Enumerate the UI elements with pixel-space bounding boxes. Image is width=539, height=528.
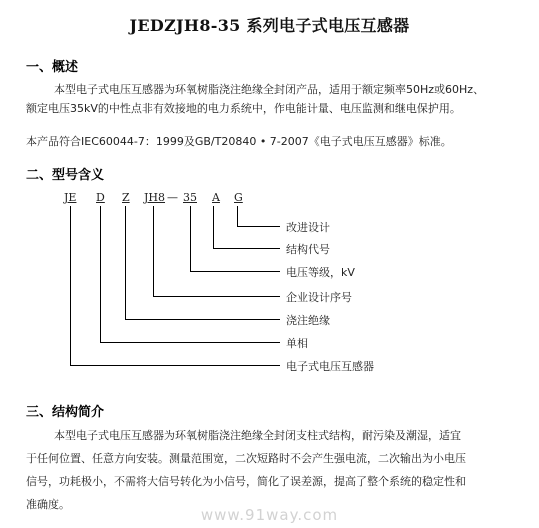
watermark: www.91way.com bbox=[200, 506, 339, 524]
model-label-cast-insulation: 浇注绝缘 bbox=[286, 314, 330, 327]
section-heading-model: 二、型号含义 bbox=[26, 168, 105, 183]
model-part-jh8: JH8 bbox=[144, 191, 166, 204]
model-label-electronic-vt: 电子式电压互感器 bbox=[286, 360, 374, 373]
model-part-je: JE bbox=[64, 191, 77, 204]
structure-line-1: 本型电子式电压互感器为环氧树脂浇注绝缘全封闭支柱式结构，耐污染及潮湿，适宜 bbox=[54, 429, 461, 442]
overview-line-2: 额定电压35kV的中性点非有效接地的电力系统中，作电能计量、电压监测和继电保护用。 bbox=[26, 102, 461, 115]
model-label-improved-design: 改进设计 bbox=[286, 221, 330, 234]
model-part-g: G bbox=[234, 191, 243, 204]
model-part-35: 35 bbox=[183, 191, 197, 204]
model-label-single-phase: 单相 bbox=[286, 337, 308, 350]
model-label-voltage-class: 电压等级，kV bbox=[286, 266, 355, 279]
structure-line-3: 信号，功耗极小，不需将大信号转化为小信号，简化了误差源，提高了整个系统的稳定性和 bbox=[26, 475, 466, 488]
structure-line-4: 准确度。 bbox=[26, 498, 70, 511]
model-label-structure-code: 结构代号 bbox=[286, 243, 330, 256]
model-part-d: D bbox=[96, 191, 105, 204]
model-part-z: Z bbox=[122, 191, 130, 204]
overview-line-1: 本型电子式电压互感器为环氧树脂浇注绝缘全封闭产品，适用于额定频率50Hz或60Hz、 bbox=[54, 83, 485, 96]
section-heading-overview: 一、概述 bbox=[26, 60, 79, 75]
section-heading-structure: 三、结构简介 bbox=[26, 405, 105, 420]
structure-line-2: 于任何位置、任意方向安装。测量范围宽，二次短路时不会产生强电流，二次输出为小电压 bbox=[26, 452, 466, 465]
model-label-design-serial: 企业设计序号 bbox=[286, 291, 352, 304]
page-title: JEDZJH8-35 系列电子式电压互感器 bbox=[129, 16, 410, 35]
model-part-dash: — bbox=[167, 191, 178, 204]
overview-standard: 本产品符合IEC60044-7：1999及GB/T20840 • 7-2007《电子式电压互感器》标准。 bbox=[26, 135, 452, 148]
model-part-a: A bbox=[212, 191, 220, 204]
